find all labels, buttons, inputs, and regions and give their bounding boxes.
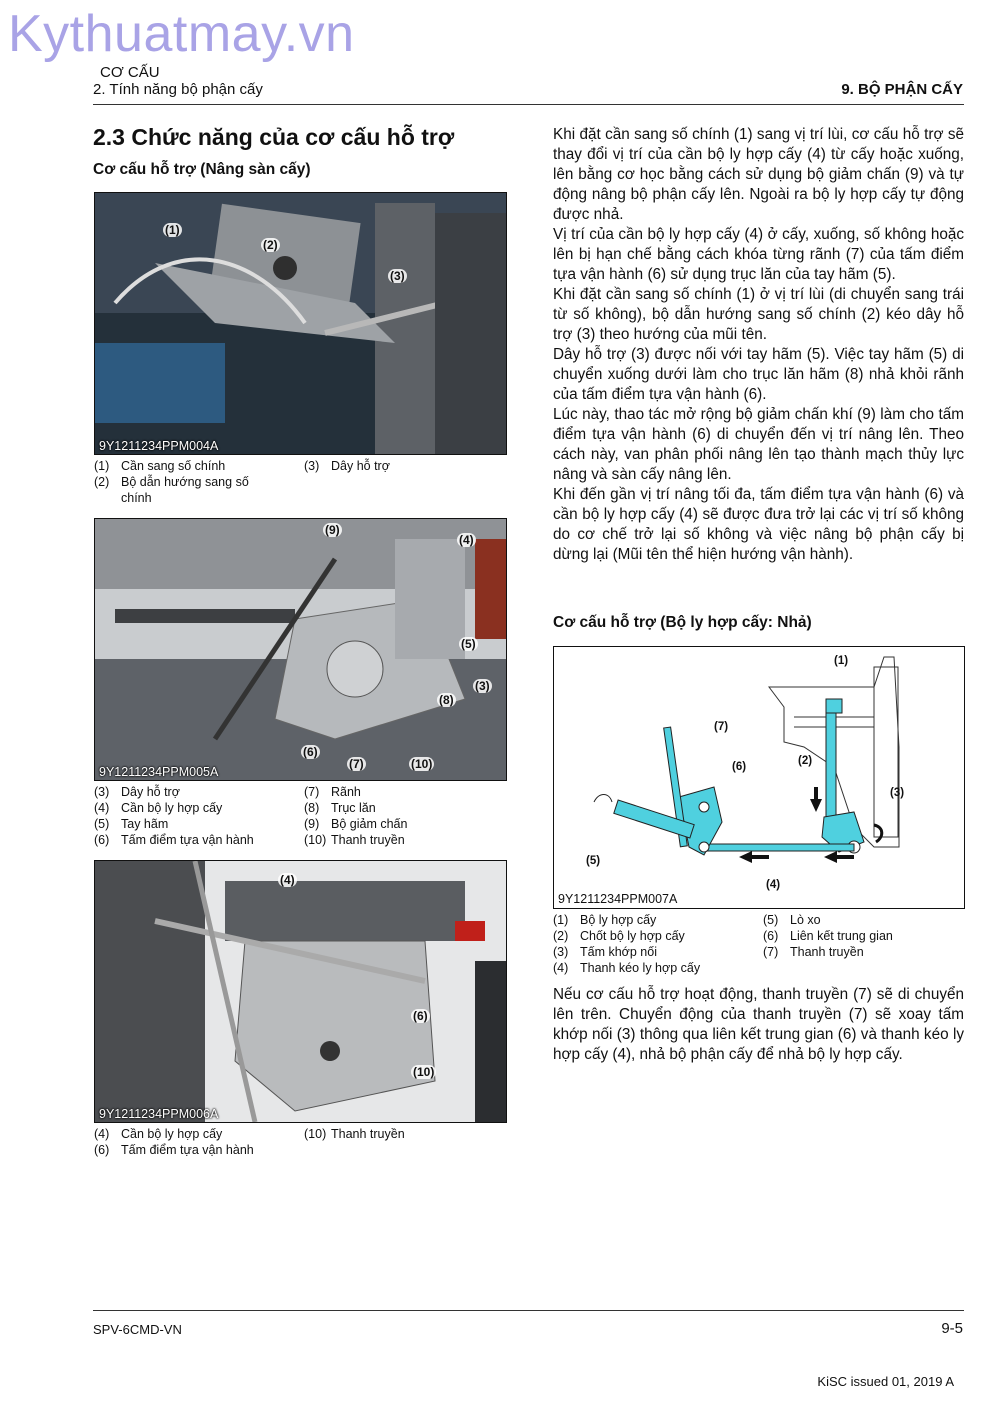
callout-5: (5) <box>586 855 601 867</box>
subheading-clutch-release: Cơ cấu hỗ trợ (Bộ ly hợp cấy: Nhả) <box>553 614 812 631</box>
figure-code: 9Y1211234PPM005A <box>99 765 219 779</box>
caption-num: (3) <box>304 459 320 473</box>
diagram-clutch-release <box>553 646 965 909</box>
paragraph: Dây hỗ trợ (3) được nối với tay hãm (5). Việc tay hãm (5) di chuyển xuống dưới làm cho trục lăn hãm (8) nhả khỏi rãnh của tấm điểm tựa vận hành (6). <box>553 346 964 403</box>
header-chapter: 9. BỘ PHẬN CẤY <box>841 81 963 98</box>
figure-code: 9Y1211234PPM004A <box>99 439 219 453</box>
callout-2: (2) <box>263 238 278 252</box>
figure-code: 9Y1211234PPM006A <box>99 1107 219 1121</box>
paragraph: Khi đặt cần sang số chính (1) sang vị trí lùi, cơ cấu hỗ trợ sẽ thay đổi vị trí của cần bộ ly hợp cấy (4) từ cấy hoặc xuống, lên bằng cơ học bằng cách sử dụng bộ giảm chấn (9) và tự động nâng bộ phận cấy lên. Ngoài ra bộ ly hợp cấy tự động được nhả. <box>553 126 964 223</box>
paragraph: Khi đến gần vị trí nâng tối đa, tấm điểm tựa vận hành (6) và cần bộ ly hợp cấy (4) sẽ được đưa trở lại các vị trí số không do cơ chế trở lại số không và việc nâng bộ phận cấy bị dừng lại (Mũi tên thể hiện hướng vận hành). <box>553 486 964 563</box>
callout-6: (6) <box>303 745 318 759</box>
caption-text: Bộ dẫn hướng sang số chính <box>121 475 249 505</box>
photo-illustration <box>95 861 506 1122</box>
callout-4: (4) <box>766 879 781 891</box>
callout-9: (9) <box>325 523 340 537</box>
watermark-logo: Kythuatmay.vn <box>8 5 355 63</box>
footer-issued: KiSC issued 01, 2019 A <box>817 1374 954 1389</box>
callout-1: (1) <box>834 655 849 667</box>
callout-4: (4) <box>459 533 474 547</box>
footer-page-number: 9-5 <box>941 1320 963 1337</box>
callout-4: (4) <box>280 873 295 887</box>
callout-8: (8) <box>439 693 454 707</box>
photo-illustration <box>95 193 506 454</box>
caption-text: Cần sang số chính <box>121 459 226 473</box>
callout-10: (10) <box>413 1065 435 1079</box>
photo-operating-plate <box>94 518 507 781</box>
callout-5: (5) <box>461 637 476 651</box>
callout-3: (3) <box>890 787 905 799</box>
callout-10: (10) <box>411 757 433 771</box>
footer-doc-code: SPV-6CMD-VN <box>93 1322 182 1337</box>
callout-7: (7) <box>349 757 364 771</box>
caption-text: Dây hỗ trợ <box>331 459 390 473</box>
figure-2-caption: (3) Dây hỗ trợ (7) Rãnh (4) Cần bộ ly hợp cấy (8) Trục lăn (5) Tay hãm (9) Bộ giảm chấn (6) Tấm điểm tựa vận hành (10) Thanh truyền <box>94 785 408 847</box>
header-category: CƠ CẤU <box>100 64 160 81</box>
callout-2: (2) <box>798 755 813 767</box>
figure-code: 9Y1211234PPM007A <box>558 892 678 906</box>
photo-main-shift-lever <box>94 192 507 455</box>
callout-7: (7) <box>714 721 729 733</box>
callout-3: (3) <box>475 679 490 693</box>
figure-1-caption <box>94 458 514 506</box>
figure-4-caption: (1) Bộ ly hợp cấy (5) Lò xo (2) Chốt bộ ly hợp cấy (6) Liên kết trung gian (3) Tấm khớp nối (7) Thanh truyền (4) Thanh kéo ly hợp cấy <box>553 913 893 975</box>
paragraph: Lúc này, thao tác mở rộng bộ giảm chấn khí (9) làm cho tấm điểm tựa vận hành (6) di chuyển đến vị trí nâng lên. Theo cách này, van phân phối nâng lên tạo thành mạch thủy lực nâng và sàn cấy nâng lên. <box>553 406 964 483</box>
caption-num: (1) <box>94 459 110 473</box>
paragraph: Nếu cơ cấu hỗ trợ hoạt động, thanh truyền (7) sẽ di chuyển lên trên. Chuyển động của thanh truyền (7) sẽ xoay tấm khớp nối (3) thông qua liên kết trung gian (6) và thanh kéo ly hợp cấy (4), nhả bộ phận cấy để nhả bộ ly hợp cấy. <box>553 986 964 1063</box>
diagram-illustration <box>554 647 964 908</box>
figure-3-caption: (4) Cần bộ ly hợp cấy (10) Thanh truyền (6) Tấm điểm tựa vận hành <box>94 1127 405 1157</box>
callout-3: (3) <box>390 269 405 283</box>
closing-paragraph <box>553 985 964 1065</box>
section-subheading: Cơ cấu hỗ trợ (Nâng sàn cấy) <box>93 161 311 178</box>
header-subtitle: 2. Tính năng bộ phận cấy <box>93 81 263 98</box>
callout-1: (1) <box>165 223 180 237</box>
footer-rule <box>93 1310 964 1311</box>
callout-6: (6) <box>413 1009 428 1023</box>
section-title: 2.3 Chức năng của cơ cấu hỗ trợ <box>93 124 455 150</box>
paragraph: Khi đặt cần sang số chính (1) ở vị trí lùi (di chuyển sang trái từ số không), bộ dẫn hướng sang số chính (2) kéo dây hỗ trợ (3) theo hướng của mũi tên. <box>553 286 964 343</box>
callout-6: (6) <box>732 761 747 773</box>
header-rule <box>93 104 964 105</box>
photo-illustration <box>95 519 506 780</box>
body-text <box>553 125 964 565</box>
paragraph: Vị trí của cần bộ ly hợp cấy (4) ở cấy, xuống, số không hoặc lên bị hạn chế bằng cách khóa từng rãnh (7) của tấm điểm tựa vận hành (6) sử dụng trục lăn của tay hãm (5). <box>553 226 964 283</box>
photo-clutch-lever <box>94 860 507 1123</box>
caption-num: (2) <box>94 475 110 489</box>
